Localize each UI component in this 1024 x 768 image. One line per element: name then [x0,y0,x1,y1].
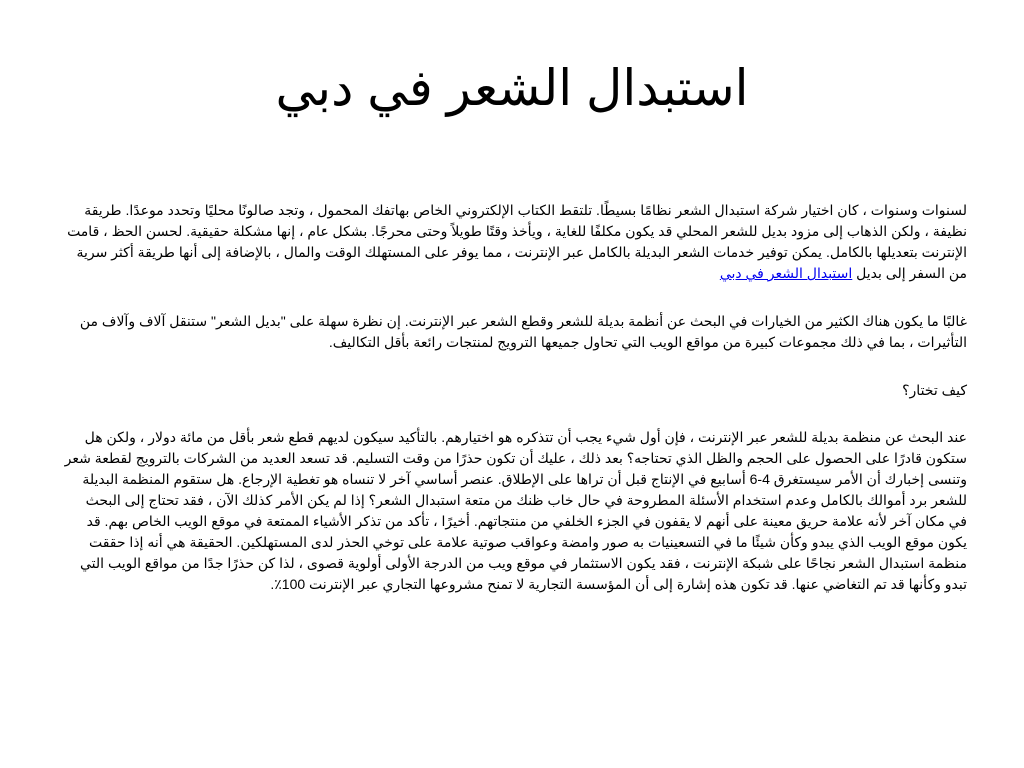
article-body [64,200,967,622]
paragraph-options: غالبًا ما يكون هناك الكثير من الخيارات في البحث عن أنظمة بديلة للشعر وقطع الشعر عبر الإنترنت. إن نظرة سهلة على "بديل الشعر" ستنقل آلاف وآلاف من التأثيرات ، بما في ذلك مجموعات كبيرة من مواقع الويب التي تحاول جميعها الترويج لمنتجات رائعة بأقل التكاليف. [79,313,967,350]
paragraph-intro-text: لسنوات وسنوات ، كان اختيار شركة استبدال الشعر نظامًا بسيطًا. تلتقط الكتاب الإلكتروني الخاص بهاتفك المحمول ، وتجد صالونًا محليًا وتحدد موعدًا. طريقة نظيفة ، ولكن الذهاب إلى مزود بديل للشعر المحلي قد يكون مكلفًا للغاية ، ويأخذ وقتًا طويلاً وحتى محرجًا. بشكل عام ، إنها مشكلة حقيقية. لحسن الحظ ، قامت الإنترنت بتعديلها بالكامل. يمكن توفير خدمات الشعر البديلة بالكامل عبر الإنترنت ، مما يوفر على المستهلك الوقت والمال ، بالإضافة إلى أنها طريقة أكثر سرية من السفر إلى بديل [67,202,967,281]
paragraph-details: عند البحث عن منظمة بديلة للشعر عبر الإنترنت ، فإن أول شيء يجب أن تتذكره هو اختيارهم. بالتأكيد سيكون لديهم قطع شعر بأقل من مائة دولار ، ولكن هل ستكون قادرًا على الحصول على الحجم والظل الذي تحتاجه؟ بعد ذلك ، عليك أن تكون حذرًا من وقت التسليم. قد تسعد العديد من الشركات بالترويج لقطعة شعر وتنسى إخبارك أن الأمر سيستغرق 4-6 أسابيع في الإنتاج قبل أن تراها على الإطلاق. عنصر أساسي آخر لا تنساه هو تغطية الإرجاع. هل ستقوم المنظمة البديلة للشعر برد أموالك بالكامل وعدم استخدام الأسئلة المطروحة في حال خاب ظنك من متعة استبدال الشعر؟ إذا لم يكن الأمر كذلك الآن ، فقد تحتاج إلى البحث في مكان آخر لأنه علامة حريق معينة على أنهم لا يقفون في الجزء الخلفي من منتجاتهم. أخيرًا ، تأكد من تذكر الأشياء الممتعة في موقع الويب الخاص بهم. قد يكون موقع الويب الذي يبدو وكأن شيئًا ما في التسعينيات به صور وامضة وعواقب صوتية علامة على توخي الحذر لدى المستهلكين. الحقيقة هي أنه إذا حققت منظمة استبدال الشعر نجاحًا على شبكة الإنترنت ، فقد يكون الاستثمار في موقع ويب من الدرجة الأولى أولوية قصوى ، لذا كن حذرًا جدًا من مواقع الويب التي تبدو وكأنها قد تم التغاضي عنها. قد تكون هذه إشارة إلى أن المؤسسة التجارية لا تمنح مشروعها التجاري عبر الإنترنت 100٪. [64,429,967,592]
paragraph-how-to-choose: كيف تختار؟ [902,382,967,398]
hair-replacement-dubai-link[interactable]: استبدال الشعر في دبي [719,265,853,281]
page-title: استبدال الشعر في دبي [275,60,749,116]
paragraph-intro [64,200,967,284]
